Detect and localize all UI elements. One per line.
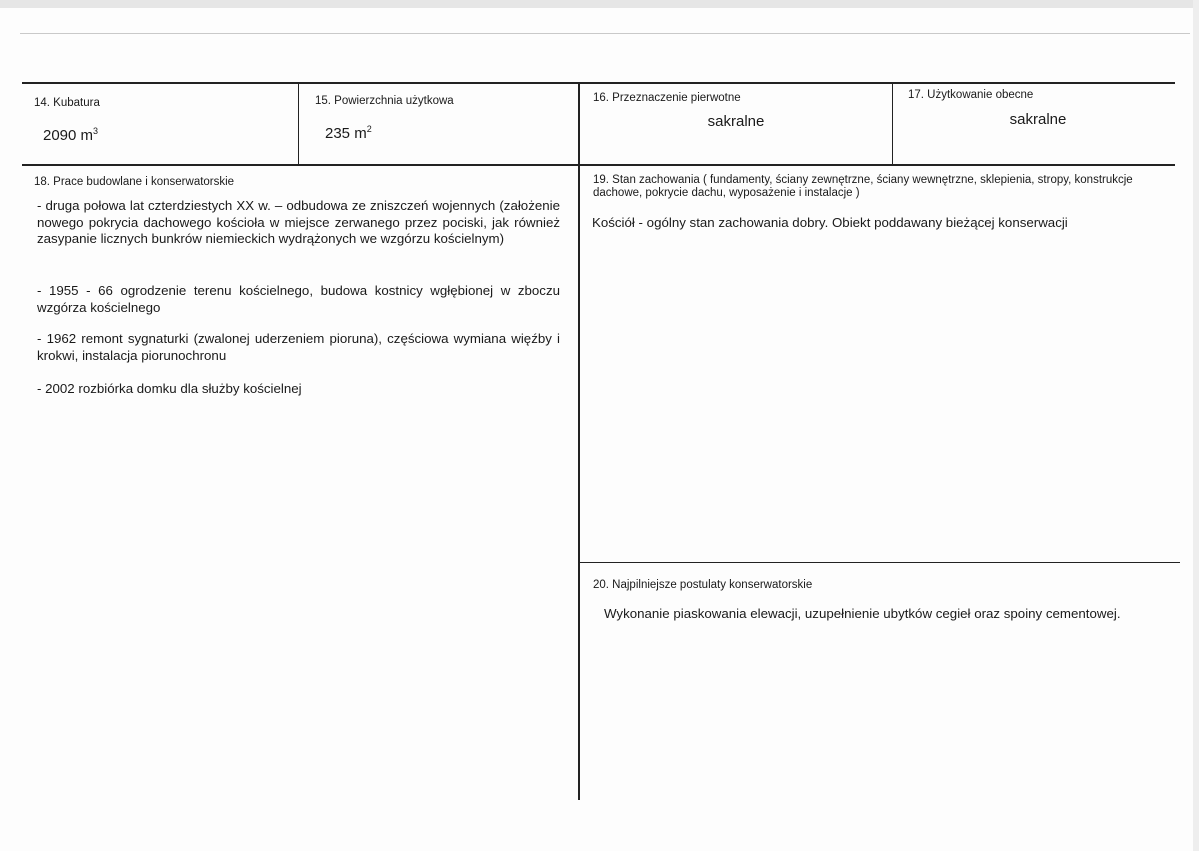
field-15-unit-exponent: 2 (366, 124, 372, 134)
field-14-number: 2090 m (43, 127, 94, 144)
field-18-entry: - 1955 - 66 ogrodzenie terenu kościelnego, budowa kostnicy wgłębionej w zboczu wzgórza kościelnego (37, 283, 560, 315)
field-18-entry: - 2002 rozbiórka domku dla służby kościelnej (37, 381, 302, 396)
field-20-text: Wykonanie piaskowania elewacji, uzupełnienie ubytków cegieł oraz spoiny cementowej. (604, 606, 1121, 621)
field-20-label: 20. Najpilniejsze postulaty konserwatorskie (593, 579, 813, 591)
row-divider (22, 164, 1175, 166)
field-18-label: 18. Prace budowlane i konserwatorskie (34, 176, 235, 188)
table-top-border (22, 82, 1175, 84)
col-divider-2 (578, 84, 580, 800)
field-17-label: 17. Użytkowanie obecne (908, 89, 1034, 101)
field-15-value (325, 125, 372, 142)
field-16-value: sakralne (707, 113, 765, 130)
field-15-number: 235 m (325, 125, 367, 142)
field-15-label: 15. Powierzchnia użytkowa (315, 95, 454, 107)
col-divider-1 (298, 84, 299, 165)
field-17-value: sakralne (1009, 111, 1067, 128)
field-14-value (43, 127, 98, 144)
field-19-label: 19. Stan zachowania ( fundamenty, ściany zewnętrzne, ściany wewnętrzne, sklepienia, stropy, konstrukcje dachowe, pokrycie dachu, wyposażenie i instalacje ) (593, 174, 1133, 199)
faint-header-line (20, 33, 1190, 34)
scan-edge-top (0, 0, 1199, 8)
field-14-unit-exponent: 3 (93, 126, 99, 136)
field-16-label: 16. Przeznaczenie pierwotne (593, 92, 741, 104)
field-14-label: 14. Kubatura (34, 97, 100, 109)
field-18-entry: - 1962 remont sygnaturki (zwalonej uderzeniem pioruna), częściowa wymiana więźby i krokwi, instalacja piorunochronu (37, 331, 560, 363)
field-18-entry: - druga połowa lat czterdziestych XX w. – odbudowa ze zniszczeń wojennych (założenie nowego pokrycia dachowego kościoła w miejsce zerwanego przez pociski, jak również zasypanie licznych bunkrów niemieckich wydrążonych we wzgórzu kościelnym) (37, 198, 560, 246)
field-19-text: Kościół - ogólny stan zachowania dobry. Obiekt poddawany bieżącej konserwacji (592, 215, 1068, 230)
section-19-20-divider (580, 562, 1180, 563)
scan-edge-right (1193, 0, 1199, 851)
